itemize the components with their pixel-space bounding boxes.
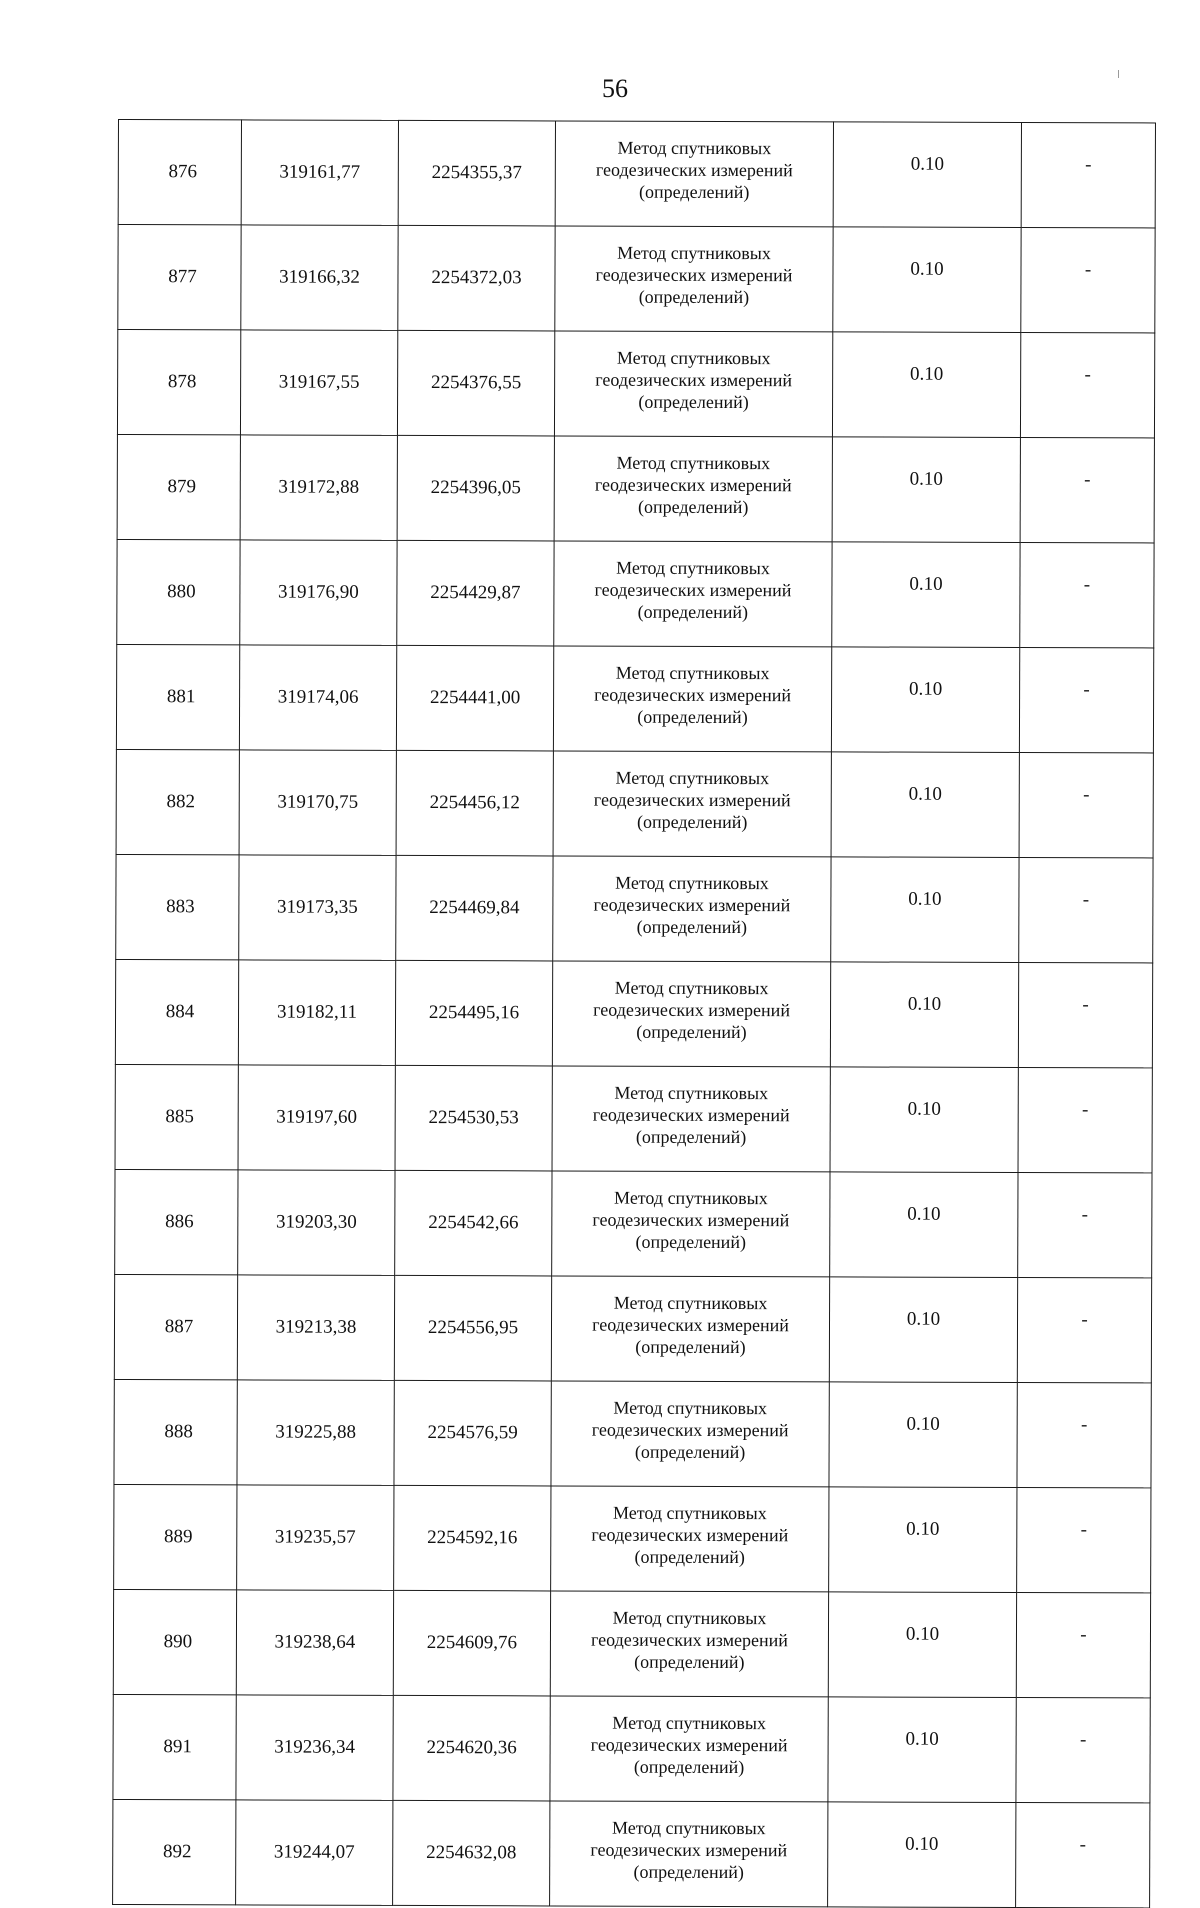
coord-x-cell: 319170,75 (239, 750, 396, 856)
method-line: геодезических измерений (595, 264, 793, 286)
coord-y-cell: 2254396,05 (397, 435, 554, 541)
method-cell (550, 1696, 828, 1802)
accuracy-cell: 0.10 (828, 1697, 1016, 1803)
method-line: Метод спутниковых (616, 452, 771, 474)
method-line: Метод спутниковых (614, 1082, 769, 1104)
method-cell (554, 331, 832, 437)
method-line: (определений) (637, 706, 748, 728)
table-row (116, 749, 1153, 857)
accuracy-cell: 0.10 (831, 647, 1019, 753)
point-number-cell: 878 (117, 330, 240, 435)
coord-y-cell: 2254609,76 (393, 1590, 550, 1696)
coord-x-cell: 319172,88 (240, 435, 397, 541)
accuracy-cell: 0.10 (832, 437, 1020, 543)
point-number-cell: 877 (118, 225, 241, 330)
point-number-cell: 890 (113, 1589, 236, 1694)
coordinates-table (112, 119, 1156, 1908)
note-cell: - (1017, 1487, 1151, 1592)
method-line: Метод спутниковых (615, 662, 770, 684)
point-number-cell: 880 (117, 539, 240, 644)
method-line: геодезических измерений (593, 789, 791, 811)
method-line: (определений) (633, 1756, 745, 1778)
note-cell: - (1016, 1802, 1150, 1907)
note-cell: - (1020, 437, 1154, 542)
coord-x-cell: 319173,35 (239, 855, 396, 961)
method-cell (552, 1171, 830, 1277)
note-cell: - (1017, 1382, 1151, 1487)
method-cell (555, 121, 833, 227)
method-line: (определений) (635, 1336, 746, 1358)
accuracy-cell: 0.10 (833, 227, 1021, 333)
table-row (113, 1694, 1150, 1802)
method-cell (553, 856, 831, 962)
coord-x-cell: 319182,11 (238, 960, 395, 1066)
method-line: Метод спутниковых (612, 1712, 767, 1734)
method-line: (определений) (634, 1651, 745, 1673)
table-row (115, 959, 1152, 1067)
accuracy-cell: 0.10 (830, 1172, 1018, 1278)
table-row (113, 1589, 1150, 1697)
method-line: (определений) (638, 391, 749, 413)
method-line: Метод спутниковых (613, 1292, 768, 1314)
coord-x-cell: 319197,60 (238, 1065, 395, 1171)
note-cell: - (1018, 1172, 1152, 1277)
accuracy-cell: 0.10 (831, 752, 1019, 858)
method-line: геодезических измерений (594, 684, 792, 706)
table-row (114, 1274, 1151, 1382)
table-row (116, 854, 1153, 962)
method-line: геодезических измерений (591, 1419, 789, 1441)
method-line: Метод спутниковых (617, 137, 772, 159)
coord-x-cell: 319236,34 (236, 1695, 393, 1801)
coord-y-cell: 2254556,95 (394, 1275, 551, 1381)
method-line: геодезических измерений (592, 1209, 790, 1231)
note-cell: - (1021, 227, 1155, 332)
method-cell (554, 436, 832, 542)
method-line: геодезических измерений (593, 894, 791, 916)
method-line: Метод спутниковых (614, 1187, 768, 1209)
method-line: геодезических измерений (594, 579, 792, 601)
accuracy-cell: 0.10 (832, 542, 1020, 648)
method-line: геодезических измерений (592, 1104, 790, 1126)
method-cell (551, 1276, 829, 1382)
coord-y-cell: 2254355,37 (398, 120, 555, 226)
point-number-cell: 883 (116, 854, 239, 959)
coord-y-cell: 2254429,87 (397, 540, 554, 646)
method-cell (553, 646, 831, 752)
note-cell: - (1019, 647, 1153, 752)
note-cell: - (1021, 122, 1155, 227)
method-cell (552, 961, 830, 1067)
method-line: Метод спутниковых (611, 1817, 766, 1839)
table-row (114, 1484, 1151, 1592)
coord-x-cell: 319203,30 (238, 1170, 395, 1276)
table-row (115, 1064, 1152, 1172)
note-cell: - (1019, 752, 1153, 857)
method-line: (определений) (633, 1861, 744, 1883)
method-line: геодезических измерений (591, 1524, 789, 1546)
coord-x-cell: 319235,57 (237, 1485, 394, 1591)
point-number-cell: 881 (116, 644, 239, 749)
table-row (116, 644, 1153, 752)
note-cell: - (1018, 962, 1152, 1067)
table-row (117, 434, 1154, 542)
coord-y-cell: 2254376,55 (397, 330, 554, 436)
method-line: (определений) (634, 1441, 746, 1463)
point-number-cell: 888 (114, 1379, 237, 1484)
coord-y-cell: 2254592,16 (394, 1485, 551, 1591)
point-number-cell: 886 (115, 1169, 238, 1274)
method-line: (определений) (635, 1126, 747, 1148)
coord-x-cell: 319244,07 (236, 1800, 393, 1906)
coord-y-cell: 2254632,08 (393, 1800, 550, 1906)
coord-y-cell: 2254542,66 (395, 1170, 552, 1276)
method-line: (определений) (636, 811, 748, 833)
coord-x-cell: 319225,88 (237, 1380, 394, 1486)
coord-x-cell: 319176,90 (240, 540, 397, 646)
method-line: (определений) (637, 601, 749, 623)
accuracy-cell: 0.10 (830, 962, 1018, 1068)
table-row (117, 539, 1154, 647)
method-line: (определений) (636, 916, 748, 938)
method-line: геодезических измерений (592, 1314, 789, 1336)
point-number-cell: 884 (115, 959, 238, 1064)
note-cell: - (1016, 1592, 1150, 1697)
accuracy-cell: 0.10 (831, 857, 1019, 963)
method-cell (553, 751, 831, 857)
table-row (113, 1799, 1150, 1907)
method-line: Метод спутниковых (612, 1502, 767, 1524)
point-number-cell: 879 (117, 434, 240, 539)
method-cell (555, 226, 833, 332)
note-cell: - (1018, 1067, 1152, 1172)
coord-x-cell: 319166,32 (241, 225, 398, 331)
note-cell: - (1020, 542, 1154, 647)
table-row (118, 120, 1155, 228)
method-line: геодезических измерений (590, 1734, 788, 1756)
method-cell (550, 1591, 828, 1697)
method-cell (552, 1066, 830, 1172)
method-line: геодезических измерений (595, 159, 793, 181)
accuracy-cell: 0.10 (830, 1067, 1018, 1173)
note-cell: - (1017, 1277, 1151, 1382)
coord-y-cell: 2254620,36 (393, 1695, 550, 1801)
page-number: 56 (602, 74, 628, 103)
coord-y-cell: 2254469,84 (396, 855, 553, 961)
coord-x-cell: 319174,06 (239, 645, 396, 751)
method-line: (определений) (638, 286, 750, 308)
coord-y-cell: 2254576,59 (394, 1380, 551, 1486)
coord-y-cell: 2254372,03 (398, 225, 555, 331)
table-row (118, 225, 1155, 333)
table-body (113, 120, 1156, 1908)
coord-x-cell: 319167,55 (240, 330, 397, 436)
table-row (117, 330, 1154, 438)
method-line: (определений) (639, 181, 750, 203)
accuracy-cell: 0.10 (829, 1382, 1017, 1488)
method-line: Метод спутниковых (615, 872, 769, 894)
note-cell: - (1019, 857, 1153, 962)
coord-y-cell: 2254530,53 (395, 1065, 552, 1171)
method-line: (определений) (634, 1546, 745, 1568)
method-line: геодезических измерений (591, 1629, 788, 1651)
method-cell (554, 541, 832, 647)
method-line: геодезических измерений (593, 999, 791, 1021)
method-line: (определений) (636, 1021, 747, 1043)
method-line: геодезических измерений (594, 474, 792, 496)
accuracy-cell: 0.10 (828, 1592, 1016, 1698)
method-line: Метод спутниковых (613, 1397, 768, 1419)
scan-mark (1118, 70, 1119, 78)
method-cell (551, 1486, 829, 1592)
accuracy-cell: 0.10 (828, 1802, 1016, 1908)
method-cell (551, 1381, 829, 1487)
point-number-cell: 882 (116, 749, 239, 854)
method-line: Метод спутниковых (616, 557, 770, 579)
method-line: Метод спутниковых (617, 242, 771, 264)
point-number-cell: 892 (113, 1799, 236, 1904)
method-line: геодезических измерений (595, 369, 793, 391)
point-number-cell: 891 (113, 1694, 236, 1799)
accuracy-cell: 0.10 (829, 1277, 1017, 1383)
coord-y-cell: 2254456,12 (396, 750, 553, 856)
coord-y-cell: 2254441,00 (396, 645, 553, 751)
method-cell (550, 1801, 828, 1907)
point-number-cell: 889 (114, 1484, 237, 1589)
accuracy-cell: 0.10 (833, 122, 1021, 228)
method-line: Метод спутниковых (612, 1607, 767, 1629)
note-cell: - (1020, 332, 1154, 437)
point-number-cell: 887 (114, 1274, 237, 1379)
note-cell: - (1016, 1697, 1150, 1802)
table-row (114, 1379, 1151, 1487)
coord-x-cell: 319161,77 (241, 120, 398, 226)
coord-x-cell: 319238,64 (236, 1590, 393, 1696)
point-number-cell: 885 (115, 1064, 238, 1169)
coord-y-cell: 2254495,16 (395, 960, 552, 1066)
table-row (115, 1169, 1152, 1277)
accuracy-cell: 0.10 (829, 1487, 1017, 1593)
method-line: Метод спутниковых (616, 347, 771, 369)
method-line: Метод спутниковых (615, 767, 770, 789)
method-line: Метод спутниковых (614, 977, 769, 999)
accuracy-cell: 0.10 (832, 332, 1020, 438)
point-number-cell: 876 (118, 120, 241, 225)
method-line: геодезических измерений (590, 1839, 788, 1861)
method-line: (определений) (635, 1231, 746, 1253)
coord-x-cell: 319213,38 (237, 1275, 394, 1381)
method-line: (определений) (637, 496, 749, 518)
